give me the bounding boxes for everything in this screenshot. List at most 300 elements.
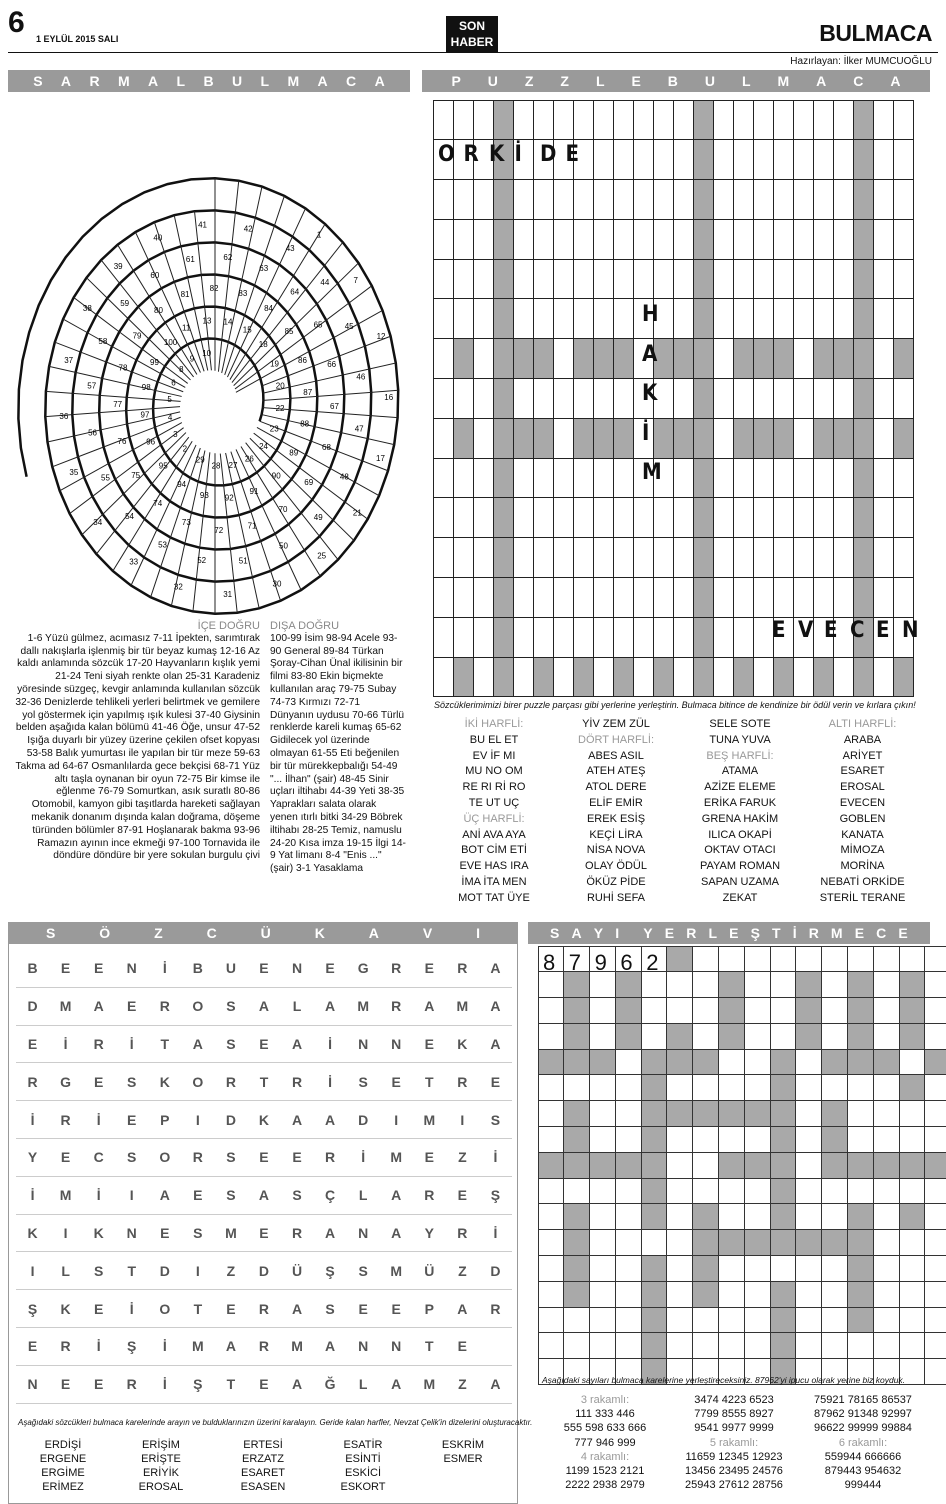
ws-letter[interactable]: R <box>490 1300 501 1317</box>
puzzle-cell[interactable] <box>693 219 714 260</box>
number-cell[interactable] <box>641 1229 668 1256</box>
number-cell[interactable] <box>718 946 745 973</box>
puzzle-cell[interactable] <box>733 179 754 220</box>
puzzle-cell[interactable] <box>633 657 654 698</box>
puzzle-cell[interactable] <box>553 259 574 300</box>
ws-letter[interactable]: E <box>259 1224 269 1241</box>
number-cell[interactable] <box>847 946 874 973</box>
number-cell[interactable] <box>924 1100 946 1127</box>
number-cell[interactable] <box>821 1255 848 1282</box>
puzzle-cell[interactable] <box>873 298 894 339</box>
ws-letter[interactable]: P <box>160 1111 170 1128</box>
puzzle-cell[interactable] <box>873 418 894 459</box>
puzzle-cell[interactable] <box>853 418 874 459</box>
puzzle-cell[interactable] <box>793 537 814 578</box>
puzzle-cell[interactable] <box>433 617 454 658</box>
puzzle-cell[interactable] <box>833 458 854 499</box>
ws-letter[interactable]: A <box>291 1111 303 1128</box>
puzzle-cell[interactable] <box>753 458 774 499</box>
puzzle-cell[interactable] <box>653 657 674 698</box>
puzzle-cell[interactable] <box>673 139 694 180</box>
ws-letter[interactable]: L <box>61 1262 70 1279</box>
number-cell[interactable] <box>666 1100 693 1127</box>
puzzle-cell[interactable] <box>693 259 714 300</box>
ws-letter[interactable]: R <box>258 1300 270 1317</box>
number-cell[interactable] <box>589 1049 616 1076</box>
puzzle-cell[interactable] <box>853 259 874 300</box>
number-cell[interactable] <box>924 1074 946 1101</box>
number-cell[interactable] <box>795 1049 822 1076</box>
puzzle-cell[interactable] <box>653 577 674 618</box>
number-cell[interactable] <box>718 1074 745 1101</box>
number-cell[interactable] <box>692 1255 719 1282</box>
puzzle-cell[interactable] <box>753 298 774 339</box>
puzzle-cell[interactable] <box>593 139 614 180</box>
ws-letter[interactable]: I <box>129 1187 134 1204</box>
puzzle-cell[interactable] <box>813 338 834 379</box>
puzzle-cell[interactable] <box>613 219 634 260</box>
ws-letter[interactable]: A <box>490 960 501 977</box>
puzzle-cell[interactable] <box>793 577 814 618</box>
puzzle-cell[interactable] <box>733 418 754 459</box>
number-cell[interactable] <box>744 997 771 1024</box>
puzzle-cell[interactable] <box>513 657 534 698</box>
ws-letter[interactable]: K <box>93 1224 104 1241</box>
puzzle-cell[interactable] <box>793 219 814 260</box>
puzzle-cell[interactable] <box>693 338 714 379</box>
ws-letter[interactable]: S <box>193 1224 203 1241</box>
ws-letter[interactable]: O <box>159 1149 171 1166</box>
number-cell[interactable] <box>899 1152 926 1179</box>
number-cell[interactable] <box>692 997 719 1024</box>
puzzle-cell[interactable] <box>533 219 554 260</box>
ws-letter[interactable]: E <box>424 960 434 977</box>
number-cell[interactable] <box>744 971 771 998</box>
ws-letter[interactable]: İ <box>96 1338 101 1355</box>
puzzle-cell[interactable] <box>453 497 474 538</box>
ws-letter[interactable]: M <box>390 1149 403 1166</box>
ws-letter[interactable]: R <box>225 1073 236 1090</box>
puzzle-cell[interactable] <box>833 100 854 141</box>
puzzle-cell[interactable] <box>793 657 814 698</box>
ws-letter[interactable]: E <box>292 1149 302 1166</box>
number-cell[interactable] <box>847 1152 874 1179</box>
puzzle-cell[interactable] <box>633 537 654 578</box>
puzzle-cell[interactable] <box>833 497 854 538</box>
number-cell[interactable] <box>563 997 590 1024</box>
number-cell[interactable] <box>770 1126 797 1153</box>
puzzle-cell[interactable] <box>613 657 634 698</box>
puzzle-cell[interactable] <box>733 577 754 618</box>
ws-letter[interactable]: E <box>160 1224 170 1241</box>
number-cell[interactable] <box>538 997 565 1024</box>
number-cell[interactable] <box>744 1229 771 1256</box>
puzzle-cell[interactable] <box>733 497 754 538</box>
ws-letter[interactable]: Y <box>424 1224 434 1241</box>
number-cell[interactable] <box>692 1126 719 1153</box>
puzzle-cell[interactable] <box>853 338 874 379</box>
number-cell[interactable] <box>538 1229 565 1256</box>
puzzle-cell[interactable] <box>613 617 634 658</box>
puzzle-cell[interactable] <box>533 259 554 300</box>
puzzle-cell[interactable] <box>593 497 614 538</box>
ws-letter[interactable]: D <box>27 998 38 1015</box>
puzzle-cell[interactable] <box>473 298 494 339</box>
number-cell[interactable] <box>899 971 926 998</box>
puzzle-cell[interactable] <box>713 418 734 459</box>
puzzle-cell[interactable] <box>473 418 494 459</box>
number-cell[interactable] <box>847 1332 874 1359</box>
puzzle-cell[interactable] <box>893 418 914 459</box>
puzzle-cell[interactable] <box>513 259 534 300</box>
number-cell[interactable] <box>899 1023 926 1050</box>
puzzle-cell[interactable] <box>813 577 834 618</box>
puzzle-cell[interactable] <box>713 617 734 658</box>
puzzle-cell[interactable] <box>493 179 514 220</box>
puzzle-cell[interactable] <box>473 338 494 379</box>
number-cell[interactable] <box>744 1178 771 1205</box>
puzzle-cell[interactable] <box>553 378 574 419</box>
ws-letter[interactable]: E <box>259 1035 269 1052</box>
number-cell[interactable] <box>899 1307 926 1334</box>
puzzle-cell[interactable] <box>453 657 474 698</box>
number-cell[interactable] <box>873 1074 900 1101</box>
puzzle-cell[interactable] <box>773 537 794 578</box>
puzzle-cell[interactable] <box>453 219 474 260</box>
ws-letter[interactable]: Ç <box>325 1187 336 1204</box>
puzzle-cell[interactable] <box>433 497 454 538</box>
puzzle-cell[interactable] <box>653 537 674 578</box>
ws-letter[interactable]: İ <box>328 1035 333 1052</box>
puzzle-cell[interactable] <box>793 338 814 379</box>
number-cell[interactable] <box>795 946 822 973</box>
ws-letter[interactable]: R <box>159 998 170 1015</box>
puzzle-cell[interactable] <box>713 497 734 538</box>
number-cell[interactable] <box>692 1332 719 1359</box>
puzzle-cell[interactable] <box>833 179 854 220</box>
number-cell[interactable] <box>589 1100 616 1127</box>
number-cell[interactable] <box>589 1307 616 1334</box>
ws-letter[interactable]: A <box>258 998 270 1015</box>
ws-letter[interactable]: A <box>424 998 435 1015</box>
ws-letter[interactable]: B <box>192 960 203 977</box>
ws-letter[interactable]: E <box>259 1376 269 1393</box>
ws-letter[interactable]: O <box>192 998 204 1015</box>
ws-letter[interactable]: İ <box>162 1338 167 1355</box>
number-cell[interactable] <box>589 1152 616 1179</box>
puzzle-cell[interactable] <box>633 617 654 658</box>
number-cell[interactable] <box>873 997 900 1024</box>
number-cell[interactable] <box>538 1281 565 1308</box>
ws-letter[interactable]: R <box>424 1187 435 1204</box>
number-cell[interactable] <box>589 1255 616 1282</box>
puzzle-cell[interactable] <box>813 657 834 698</box>
puzzle-cell[interactable] <box>753 617 774 658</box>
number-cell[interactable] <box>718 997 745 1024</box>
number-cell[interactable] <box>538 1074 565 1101</box>
puzzle-cell[interactable] <box>513 458 534 499</box>
number-cell[interactable] <box>770 1307 797 1334</box>
puzzle-cell[interactable] <box>493 537 514 578</box>
puzzle-cell[interactable] <box>753 259 774 300</box>
puzzle-cell[interactable] <box>893 259 914 300</box>
puzzle-cell[interactable] <box>553 418 574 459</box>
number-cell[interactable] <box>641 1307 668 1334</box>
puzzle-cell[interactable] <box>673 100 694 141</box>
number-cell[interactable] <box>615 1178 642 1205</box>
puzzle-cell[interactable] <box>713 139 734 180</box>
number-cell[interactable] <box>718 1203 745 1230</box>
puzzle-cell[interactable] <box>673 298 694 339</box>
puzzle-cell[interactable] <box>633 100 654 141</box>
number-cell[interactable] <box>563 1126 590 1153</box>
number-cell[interactable] <box>692 1203 719 1230</box>
number-cell[interactable] <box>821 1100 848 1127</box>
ws-letter[interactable]: I <box>195 1111 200 1128</box>
ws-letter[interactable]: E <box>424 1035 434 1052</box>
puzzle-cell[interactable] <box>473 537 494 578</box>
puzzle-cell[interactable] <box>793 497 814 538</box>
ws-letter[interactable]: N <box>358 1035 369 1052</box>
puzzle-cell[interactable] <box>833 537 854 578</box>
puzzle-cell[interactable] <box>573 338 594 379</box>
ws-letter[interactable]: E <box>358 1300 368 1317</box>
number-cell[interactable] <box>847 1307 874 1334</box>
ws-letter[interactable]: A <box>192 1035 203 1052</box>
puzzle-cell[interactable] <box>433 537 454 578</box>
ws-letter[interactable]: E <box>457 1187 468 1204</box>
puzzle-cell[interactable] <box>593 298 614 339</box>
number-cell[interactable] <box>589 997 616 1024</box>
number-cell[interactable] <box>821 1049 848 1076</box>
number-cell[interactable] <box>899 1100 926 1127</box>
ws-letter[interactable]: L <box>358 1187 368 1204</box>
ws-letter[interactable]: I <box>394 1111 399 1128</box>
ws-letter[interactable]: S <box>325 1300 335 1317</box>
number-cell[interactable] <box>641 1023 668 1050</box>
ws-letter[interactable]: M <box>192 1338 204 1355</box>
number-cell[interactable] <box>795 971 822 998</box>
puzzle-cell[interactable] <box>833 219 854 260</box>
puzzle-cell[interactable] <box>693 100 714 141</box>
puzzle-cell[interactable] <box>593 378 614 419</box>
number-cell[interactable] <box>718 1332 745 1359</box>
puzzle-cell[interactable] <box>613 418 634 459</box>
number-cell[interactable] <box>873 1203 900 1230</box>
number-cell[interactable] <box>538 1100 565 1127</box>
number-cell[interactable] <box>666 1049 693 1076</box>
puzzle-cell[interactable] <box>773 139 794 180</box>
number-cell[interactable] <box>770 1332 797 1359</box>
puzzle-cell[interactable] <box>573 657 594 698</box>
number-cell[interactable] <box>795 1126 822 1153</box>
number-cell[interactable] <box>718 1152 745 1179</box>
puzzle-cell[interactable] <box>633 219 654 260</box>
puzzle-cell[interactable] <box>853 100 874 141</box>
ws-letter[interactable]: E <box>259 1149 269 1166</box>
number-cell[interactable] <box>873 1126 900 1153</box>
number-cell[interactable] <box>589 1178 616 1205</box>
number-cell[interactable] <box>666 1255 693 1282</box>
puzzle-cell[interactable] <box>773 100 794 141</box>
puzzle-cell[interactable] <box>673 657 694 698</box>
number-cell[interactable] <box>641 1126 668 1153</box>
number-cell[interactable] <box>563 1229 590 1256</box>
number-cell[interactable] <box>873 1307 900 1334</box>
puzzle-cell[interactable] <box>873 259 894 300</box>
puzzle-cell[interactable] <box>513 537 534 578</box>
puzzle-cell[interactable] <box>713 179 734 220</box>
number-cell[interactable] <box>821 997 848 1024</box>
puzzle-cell[interactable] <box>493 219 514 260</box>
ws-letter[interactable]: M <box>390 1262 403 1279</box>
number-cell[interactable] <box>718 1178 745 1205</box>
puzzle-cell[interactable] <box>593 338 614 379</box>
puzzle-cell[interactable] <box>433 179 454 220</box>
ws-letter[interactable]: N <box>27 1376 38 1393</box>
puzzle-cell[interactable] <box>433 259 454 300</box>
ws-letter[interactable]: I <box>63 1224 68 1241</box>
puzzle-cell[interactable] <box>593 179 614 220</box>
number-cell[interactable] <box>795 1281 822 1308</box>
number-cell[interactable] <box>770 1049 797 1076</box>
puzzle-cell[interactable] <box>533 418 554 459</box>
puzzle-cell[interactable] <box>753 378 774 419</box>
puzzle-cell[interactable] <box>613 537 634 578</box>
puzzle-cell[interactable] <box>733 298 754 339</box>
puzzle-cell[interactable] <box>653 219 674 260</box>
number-cell[interactable] <box>924 1126 946 1153</box>
number-cell[interactable] <box>666 1152 693 1179</box>
puzzle-cell[interactable] <box>453 418 474 459</box>
puzzle-cell[interactable] <box>833 259 854 300</box>
ws-letter[interactable]: B <box>27 960 38 977</box>
number-cell[interactable] <box>666 1203 693 1230</box>
ws-letter[interactable]: Ş <box>27 1300 38 1317</box>
number-cell[interactable] <box>744 1126 771 1153</box>
puzzle-cell[interactable] <box>533 338 554 379</box>
number-cell[interactable] <box>666 1229 693 1256</box>
number-cell[interactable] <box>795 1255 822 1282</box>
puzzle-cell[interactable] <box>553 577 574 618</box>
ws-letter[interactable]: A <box>490 1035 501 1052</box>
puzzle-cell[interactable] <box>593 219 614 260</box>
number-cell[interactable] <box>615 1307 642 1334</box>
number-cell[interactable] <box>795 1332 822 1359</box>
puzzle-cell[interactable] <box>533 298 554 339</box>
puzzle-cell[interactable] <box>713 338 734 379</box>
puzzle-cell[interactable] <box>853 657 874 698</box>
ws-letter[interactable]: İ <box>30 1111 35 1128</box>
puzzle-cell[interactable] <box>573 219 594 260</box>
ws-letter[interactable]: R <box>457 1224 468 1241</box>
number-cell[interactable] <box>847 1178 874 1205</box>
puzzle-cell[interactable] <box>433 378 454 419</box>
number-cell[interactable] <box>563 1023 590 1050</box>
ws-letter[interactable]: M <box>225 1224 237 1241</box>
ws-letter[interactable]: İ <box>162 1376 167 1393</box>
ws-letter[interactable]: E <box>259 960 269 977</box>
puzzle-cell[interactable] <box>833 577 854 618</box>
puzzle-cell[interactable] <box>713 298 734 339</box>
ws-letter[interactable]: S <box>93 1262 104 1279</box>
number-cell[interactable] <box>873 1255 900 1282</box>
puzzle-cell[interactable] <box>593 577 614 618</box>
puzzle-cell[interactable] <box>613 378 634 419</box>
ws-letter[interactable]: E <box>325 960 335 977</box>
ws-letter[interactable]: N <box>126 960 137 977</box>
ws-letter[interactable]: E <box>60 1149 71 1166</box>
number-cell[interactable] <box>744 1049 771 1076</box>
number-cell[interactable] <box>770 946 797 973</box>
puzzle-cell[interactable] <box>693 657 714 698</box>
ws-letter[interactable]: D <box>490 1262 501 1279</box>
puzzle-cell[interactable] <box>713 577 734 618</box>
puzzle-cell[interactable] <box>553 298 574 339</box>
puzzle-cell[interactable] <box>693 458 714 499</box>
puzzle-cell[interactable] <box>493 100 514 141</box>
ws-letter[interactable]: S <box>292 1187 302 1204</box>
ws-letter[interactable]: S <box>226 998 236 1015</box>
number-cell[interactable] <box>795 1178 822 1205</box>
puzzle-cell[interactable] <box>613 338 634 379</box>
number-cell[interactable] <box>770 1023 797 1050</box>
puzzle-cell[interactable] <box>753 100 774 141</box>
puzzle-cell[interactable] <box>773 298 794 339</box>
puzzle-cell[interactable] <box>693 298 714 339</box>
puzzle-cell[interactable] <box>593 458 614 499</box>
number-cell[interactable] <box>924 1023 946 1050</box>
number-cell[interactable] <box>692 1307 719 1334</box>
number-cell[interactable] <box>924 1358 946 1385</box>
number-cell[interactable] <box>744 1203 771 1230</box>
number-cell[interactable] <box>795 1023 822 1050</box>
number-cell[interactable] <box>924 1229 946 1256</box>
number-cell[interactable] <box>899 1178 926 1205</box>
ws-letter[interactable]: N <box>126 1224 137 1241</box>
ws-letter[interactable]: E <box>226 1300 236 1317</box>
number-cell[interactable] <box>744 1100 771 1127</box>
number-cell[interactable] <box>924 1307 946 1334</box>
number-cell[interactable] <box>924 1152 946 1179</box>
ws-letter[interactable]: A <box>159 1187 170 1204</box>
puzzle-cell[interactable] <box>673 537 694 578</box>
number-cell[interactable] <box>718 1126 745 1153</box>
puzzle-cell[interactable] <box>513 418 534 459</box>
puzzle-cell[interactable] <box>553 100 574 141</box>
puzzle-cell[interactable] <box>693 378 714 419</box>
puzzle-cell[interactable] <box>553 458 574 499</box>
puzzle-cell[interactable] <box>873 338 894 379</box>
puzzle-cell[interactable] <box>773 418 794 459</box>
ws-letter[interactable]: N <box>391 1338 402 1355</box>
number-cell[interactable] <box>666 997 693 1024</box>
puzzle-cell[interactable] <box>893 378 914 419</box>
puzzle-cell[interactable] <box>853 298 874 339</box>
number-cell[interactable] <box>563 1281 590 1308</box>
number-cell[interactable] <box>563 1049 590 1076</box>
number-cell[interactable] <box>589 1074 616 1101</box>
number-cell[interactable] <box>899 1203 926 1230</box>
puzzle-cell[interactable] <box>513 617 534 658</box>
number-cell[interactable] <box>563 1074 590 1101</box>
ws-letter[interactable]: Z <box>458 1262 467 1279</box>
number-cell[interactable] <box>821 1307 848 1334</box>
number-cell[interactable] <box>924 971 946 998</box>
puzzle-cell[interactable] <box>593 418 614 459</box>
ws-letter[interactable]: A <box>225 1338 236 1355</box>
puzzle-cell[interactable] <box>473 458 494 499</box>
